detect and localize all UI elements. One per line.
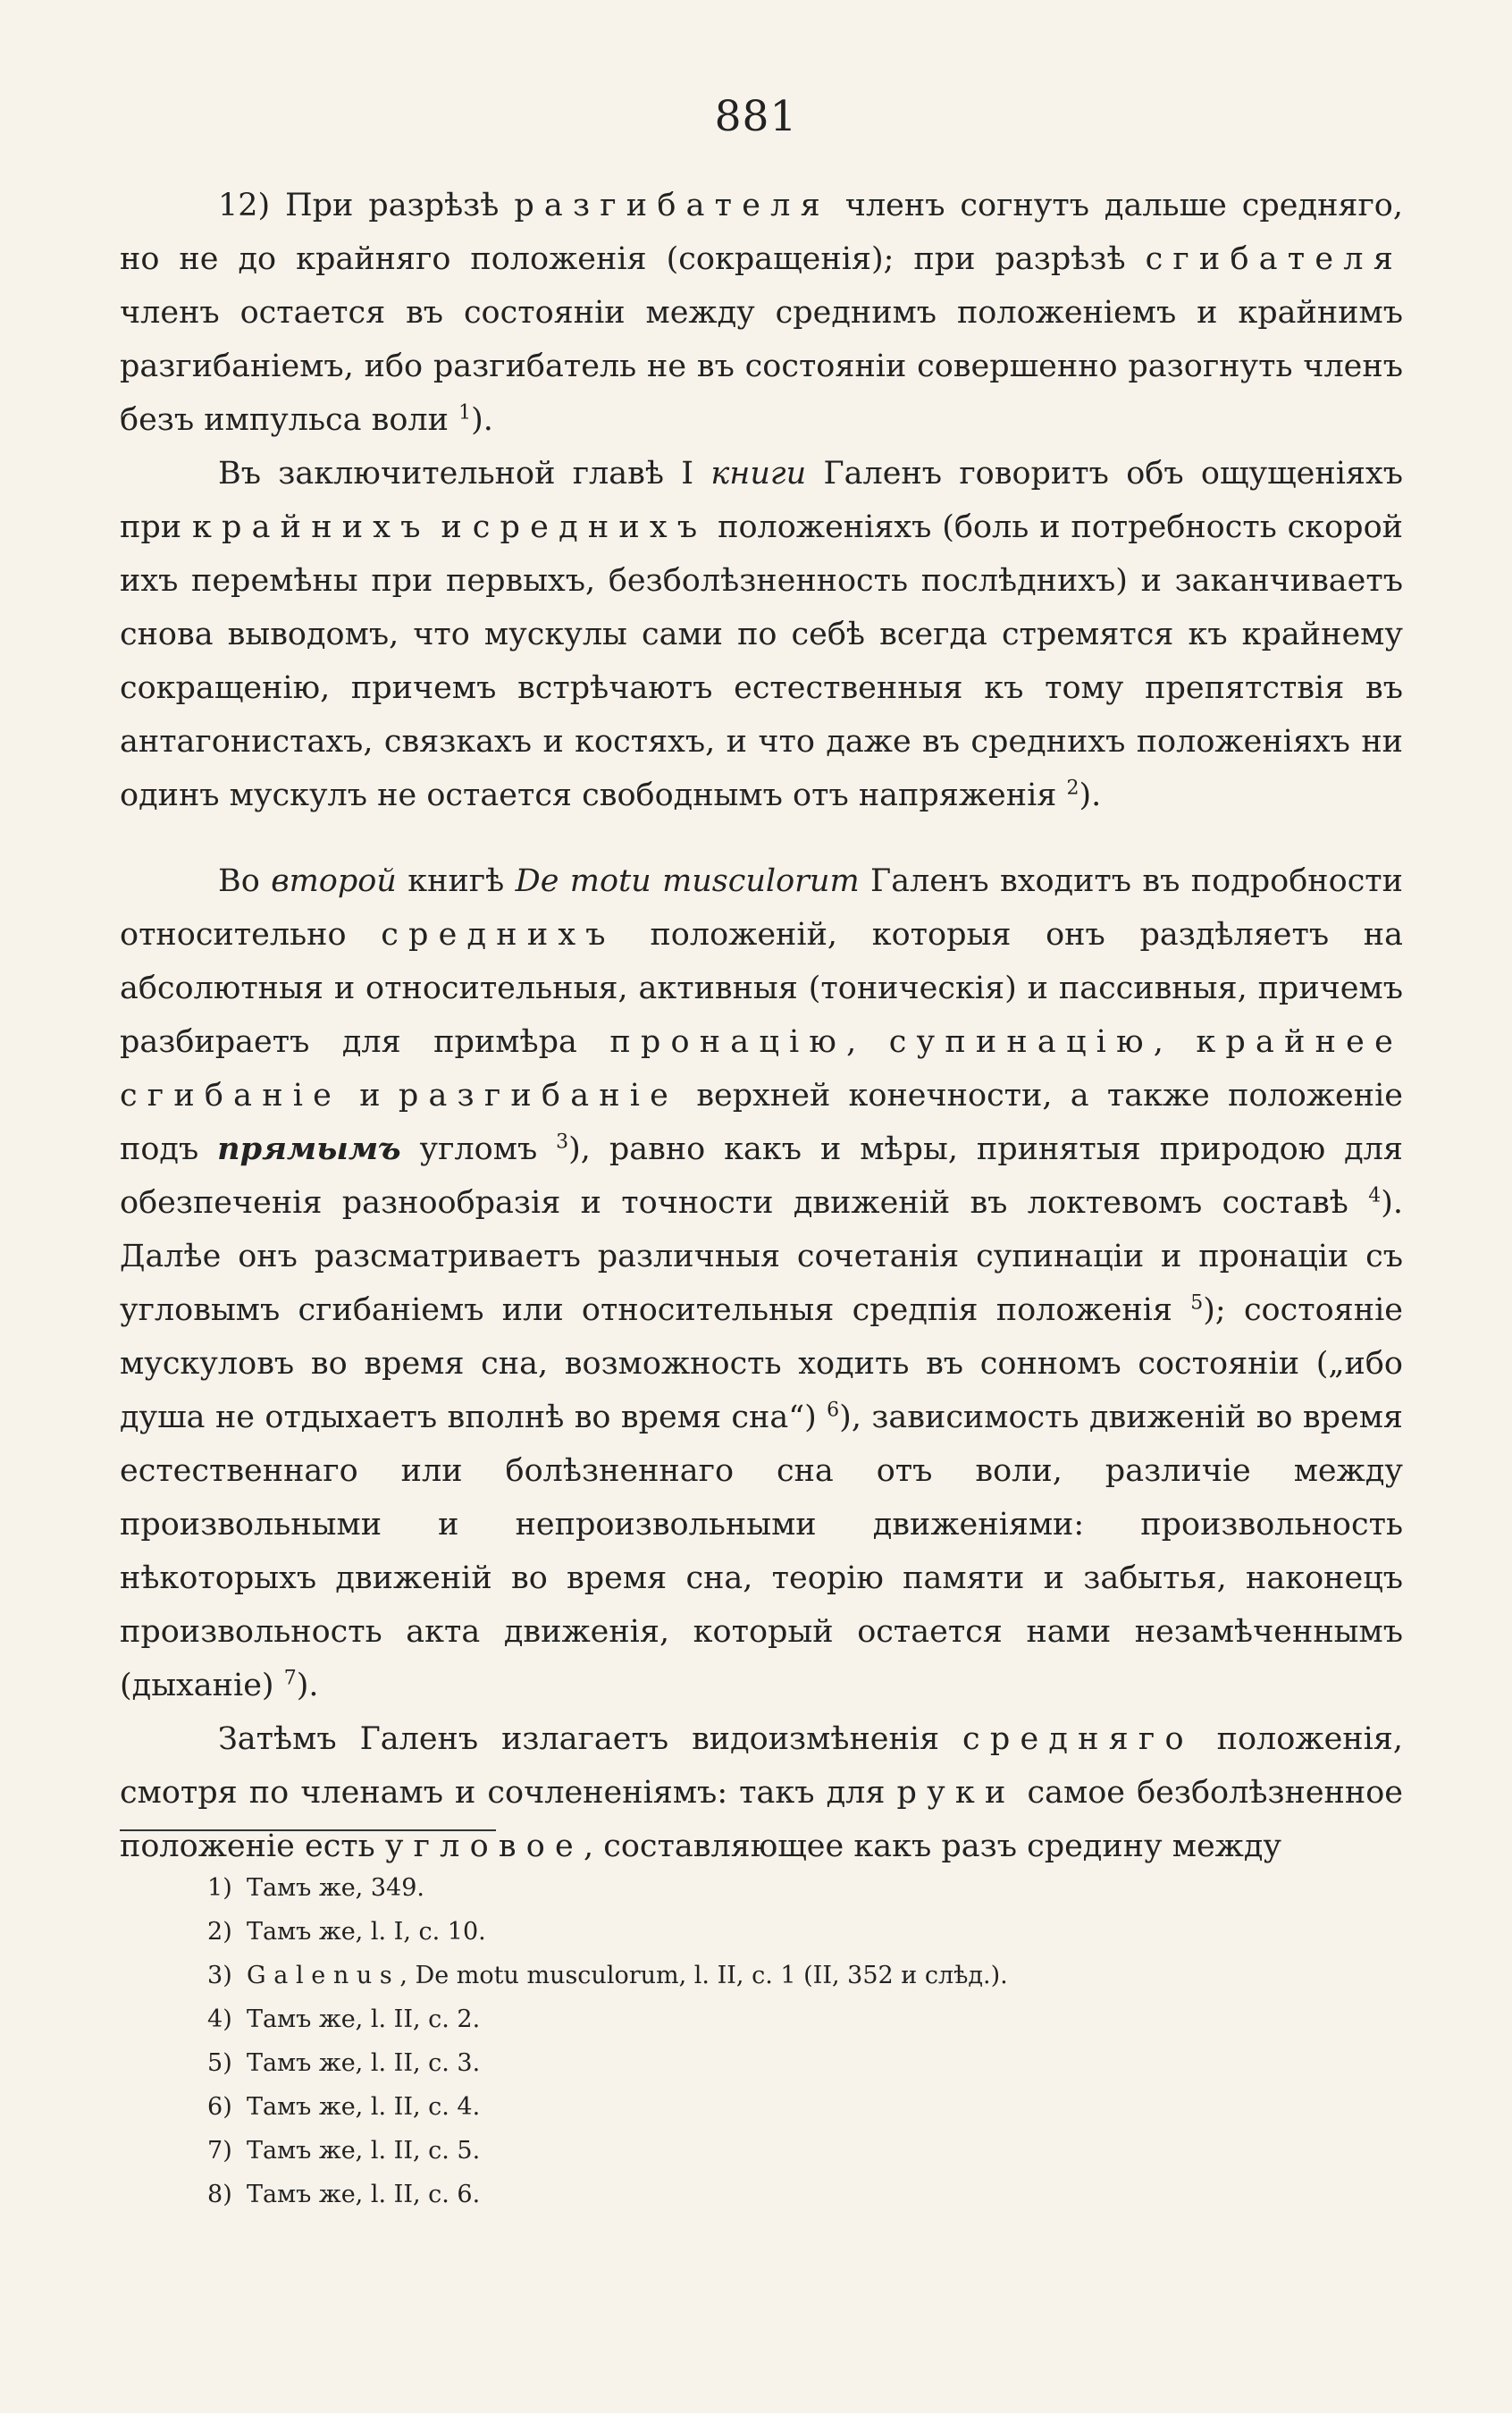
footnote-2: 2) Тамъ же, l. I, c. 10. [207, 1918, 486, 1946]
page-number: 881 [714, 92, 798, 141]
text-run: Во [218, 863, 272, 899]
footnote-ref[interactable]: 5 [1190, 1291, 1204, 1315]
text-run: положеніяхъ (боль и потребность скорой ихъ перемѣны при первыхъ, безболѣзненность послѣднихъ) и заканчиваетъ снова выводомъ, что мускулы сами по себѣ всегда стремятся къ крайнему сокращенію, причемъ встрѣчаютъ естественныя къ тому препятствія въ антагонистахъ, связкахъ и костяхъ, и что даже въ среднихъ положеніяхъ ни одинъ мускулъ не остается свободнымъ отъ напряженія [120, 509, 1403, 813]
paragraph-1 [120, 179, 1403, 447]
paragraph-4 [120, 1712, 1403, 1873]
text-run: , составляющее какъ разъ средину между [583, 1829, 1282, 1864]
footnote-7: 7) Тамъ же, l. II, c. 5. [207, 2137, 481, 2165]
text-run: ). [296, 1668, 319, 1703]
footnote-text: Тамъ же, 349. [247, 1874, 424, 1902]
footnote-ref[interactable]: 3 [556, 1131, 569, 1154]
spaced-term: супинацію [888, 1024, 1154, 1060]
spaced-term: сгибателя [1145, 241, 1403, 277]
italic-term: книги [710, 456, 807, 492]
text-run: ), зависимость движеній во время естественнаго или болѣзненнаго сна отъ воли, различіе между произвольными и непроизвольными движеніями: произвольность нѣкоторыхъ движеній во время сна, теорію памяти и забытья, наконецъ произвольность акта движенія, который остается нами незамѣченнымъ (дыханіе) [120, 1400, 1404, 1703]
spaced-term: пронацію [609, 1024, 847, 1060]
text-run: самое безболѣзненное положеніе есть [120, 1775, 1403, 1864]
text-run: ); состояніе мускуловъ во время сна, возможность ходить въ сонномъ состояніи („ибо душа не отдыхаетъ вполнѣ во время сна“) [120, 1292, 1403, 1435]
footnote-mark: 2 [207, 1918, 223, 1946]
text-run: членъ согнутъ дальше средняго, но не до крайняго положенія (сокращенія); при разрѣзѣ [120, 188, 1404, 277]
spaced-term: угловое [384, 1829, 584, 1864]
text-run: , [846, 1024, 889, 1060]
text-run: Въ заключительной главѣ I [218, 456, 711, 492]
footnotes [207, 1866, 1369, 2216]
footnote-mark: 6 [207, 2093, 223, 2121]
footnote-text: Тамъ же, l. II, c. 5. [247, 2137, 481, 2165]
text-run: положеній, которыя онъ раздѣляетъ на абсолютныя и относительныя, активныя (тоническія) и пассивныя, причемъ разбираетъ для примѣра [120, 917, 1404, 1060]
footnote-ref[interactable]: 6 [827, 1399, 840, 1422]
body-text [120, 179, 1403, 1873]
text-run: 12) При разрѣзѣ [218, 188, 515, 223]
paragraph-2 [120, 447, 1403, 822]
footnote-6: 6) Тамъ же, l. II, c. 4. [207, 2093, 481, 2121]
paragraph-3 [120, 854, 1403, 1712]
spaced-term: среднихъ [472, 509, 708, 545]
text-run: Затѣмъ Галенъ излагаетъ видоизмѣненія [218, 1721, 963, 1757]
footnote-4: 4) Тамъ же, l. II, c. 2. [207, 2005, 481, 2033]
footnote-mark: 4 [207, 2005, 223, 2033]
footnote-text: Тамъ же, l. II, c. 6. [247, 2181, 481, 2208]
text-run: ). [471, 402, 493, 438]
footnote-ref[interactable]: 2 [1066, 777, 1079, 800]
footnote-text: Тамъ же, l. II, c. 4. [247, 2093, 481, 2121]
text-run: ). [1079, 778, 1102, 813]
text-run: Галенъ говоритъ объ ощущеніяхъ при [120, 456, 1403, 545]
footnote-3: 3) Galenus, De motu musculorum, l. II, c. 1 (II, 352 и слѣд.). [207, 1962, 1008, 1989]
footnote-ref[interactable]: 1 [458, 401, 472, 425]
text-run: и [430, 509, 473, 545]
footnote-author: Galenus [247, 1962, 400, 1989]
text-run: , [1153, 1024, 1197, 1060]
text-run: Галенъ входитъ въ подробности относительно [120, 863, 1403, 953]
footnote-text: Тамъ же, l. II, c. 3. [247, 2049, 481, 2077]
footnote-text: , De motu musculorum, l. II, c. 1 (II, 352 и слѣд.). [399, 1962, 1008, 1989]
footnote-mark: 5 [207, 2049, 223, 2077]
footnote-divider [120, 1829, 496, 1831]
spaced-term: разгибателя [514, 188, 830, 223]
spaced-term: среднихъ [381, 917, 616, 953]
text-run: ), равно какъ и мѣры, принятыя природою для обезпеченія разнообразія и точности движеній въ локтевомъ составѣ [120, 1131, 1403, 1221]
text-run: положенія, смотря по членамъ и сочлененіямъ: такъ для [120, 1721, 1404, 1811]
footnote-mark: 3 [207, 1962, 223, 1989]
book-title: De motu musculorum [515, 863, 860, 899]
footnote-text: Тамъ же, l. II, c. 2. [247, 2005, 481, 2033]
footnote-ref[interactable]: 7 [283, 1667, 297, 1690]
spaced-term: крайнее сгибаніе [120, 1024, 1403, 1114]
footnote-mark: 7 [207, 2137, 223, 2165]
footnote-1: 1) Тамъ же, 349. [207, 1874, 424, 1902]
text-run: угломъ [400, 1131, 557, 1167]
italic-term: второй [271, 863, 397, 899]
text-run: верхней конечности, а также положеніе подъ [120, 1078, 1403, 1167]
footnote-8: 8) Тамъ же, l. II, c. 6. [207, 2181, 481, 2208]
italic-term: прямымъ [217, 1131, 401, 1167]
text-run: книгѣ [396, 863, 516, 899]
text-run: ). Далѣе онъ разсматриваетъ различныя сочетанія супинаціи и пронаціи съ угловымъ сгибаніемъ или относительныя средпія положенія [120, 1185, 1403, 1328]
spaced-term: руки [896, 1775, 1016, 1811]
footnote-mark: 1 [207, 1874, 223, 1902]
spaced-term: крайнихъ [191, 509, 431, 545]
text-run: и [341, 1078, 399, 1114]
footnote-mark: 8 [207, 2181, 223, 2208]
footnote-text: Тамъ же, l. I, c. 10. [247, 1918, 486, 1946]
footnote-ref[interactable]: 4 [1368, 1184, 1382, 1207]
text-run: членъ остается въ состояніи между среднимъ положеніемъ и крайнимъ разгибаніемъ, ибо разгибатель не въ состояніи совершенно разогнуть членъ безъ импульса воли [120, 295, 1403, 438]
spaced-term: средняго [962, 1721, 1194, 1757]
spaced-term: разгибаніе [398, 1078, 679, 1114]
footnote-5: 5) Тамъ же, l. II, c. 3. [207, 2049, 481, 2077]
